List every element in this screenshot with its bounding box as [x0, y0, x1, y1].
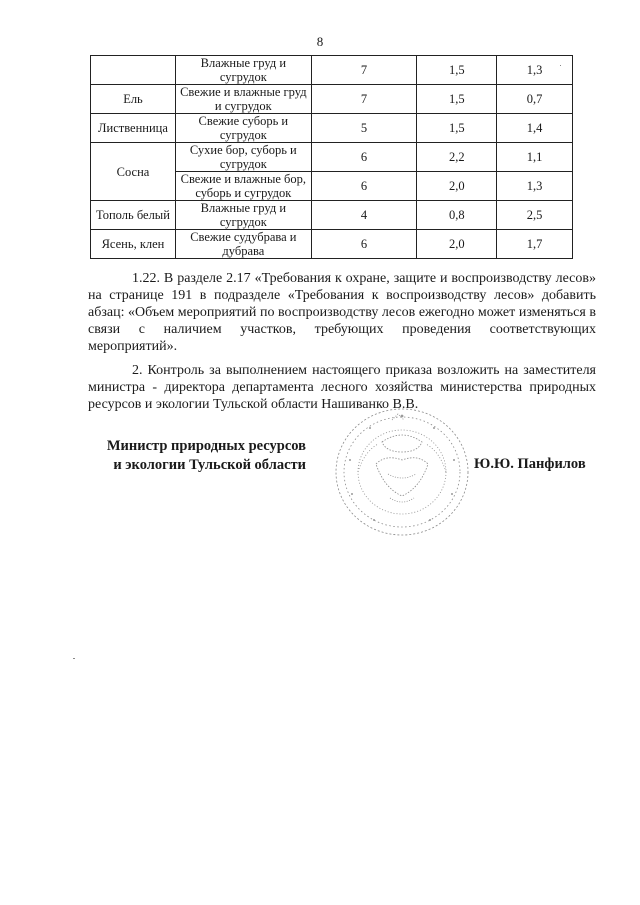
table-row	[91, 230, 573, 259]
value-cell: 1,5	[417, 85, 497, 114]
conditions-cell: Влажные груд и сугрудок	[175, 56, 311, 85]
conditions-cell: Свежие и влажные груд и сугрудок	[175, 85, 311, 114]
value-cell: 0,8	[417, 201, 497, 230]
signatory-title	[100, 437, 306, 475]
paragraph-2: 2. Контроль за выполнением настоящего приказа возложить на заместителя министра - директора департамента лесного хозяйства министерства природных ресурсов и экологии Тульской области Нашиванко В.В.	[88, 363, 596, 412]
value-cell: 1,5	[417, 114, 497, 143]
signatory-name: Ю.Ю. Панфилов	[474, 456, 586, 472]
table-row	[91, 143, 573, 172]
signatory-title-line-2: и экологии Тульской области	[113, 457, 306, 473]
value-cell: 6	[311, 143, 417, 172]
table-row	[91, 56, 573, 85]
value-cell: 2,2	[417, 143, 497, 172]
table-row	[91, 114, 573, 143]
conditions-cell: Сухие бор, суборь и сугрудок	[175, 143, 311, 172]
page-number: 8	[316, 34, 324, 49]
value-cell: 1,5	[417, 56, 497, 85]
species-cell: Тополь белый	[91, 201, 176, 230]
value-cell: 0,7	[497, 85, 573, 114]
conditions-cell: Свежие судубрава и дубрава	[175, 230, 311, 259]
scan-speck	[73, 658, 75, 659]
value-cell: 6	[311, 230, 417, 259]
species-cell: Лиственница	[91, 114, 176, 143]
species-cell: Ель	[91, 85, 176, 114]
value-cell: 1,4	[497, 114, 573, 143]
table-row	[91, 85, 573, 114]
silviculture-table	[90, 55, 573, 259]
conditions-cell: Влажные груд и сугрудок	[175, 201, 311, 230]
species-cell: Ясень, клен	[91, 230, 176, 259]
value-cell: 5	[311, 114, 417, 143]
value-cell: 2,0	[417, 230, 497, 259]
value-cell: 1,3	[497, 172, 573, 201]
official-seal	[330, 402, 478, 542]
table-row	[91, 201, 573, 230]
conditions-cell: Свежие и влажные бор, суборь и сугрудок	[175, 172, 311, 201]
value-cell: 4	[311, 201, 417, 230]
value-cell: 1,1	[497, 143, 573, 172]
value-cell: 2,0	[417, 172, 497, 201]
value-cell: 6	[311, 172, 417, 201]
signatory-title-line-1: Министр природных ресурсов	[106, 438, 306, 454]
value-cell: 1,3	[497, 56, 573, 85]
value-cell: 7	[311, 85, 417, 114]
paragraph-1-22: 1.22. В разделе 2.17 «Требования к охране, защите и воспроизводству лесов» на странице 191 в подразделе «Требования к воспроизводству лесов» добавить абзац: «Объем мероприятий по воспроизводству лесов ежегодно может изменяться в связи с наличием участков, требующих проведения соответствующих мероприятий».	[88, 271, 596, 354]
value-cell: 1,7	[497, 230, 573, 259]
species-cell	[91, 56, 176, 85]
conditions-cell: Свежие суборь и сугрудок	[175, 114, 311, 143]
species-cell: Сосна	[91, 143, 176, 201]
value-cell: 7	[311, 56, 417, 85]
scan-speck	[560, 65, 561, 66]
value-cell: 2,5	[497, 201, 573, 230]
